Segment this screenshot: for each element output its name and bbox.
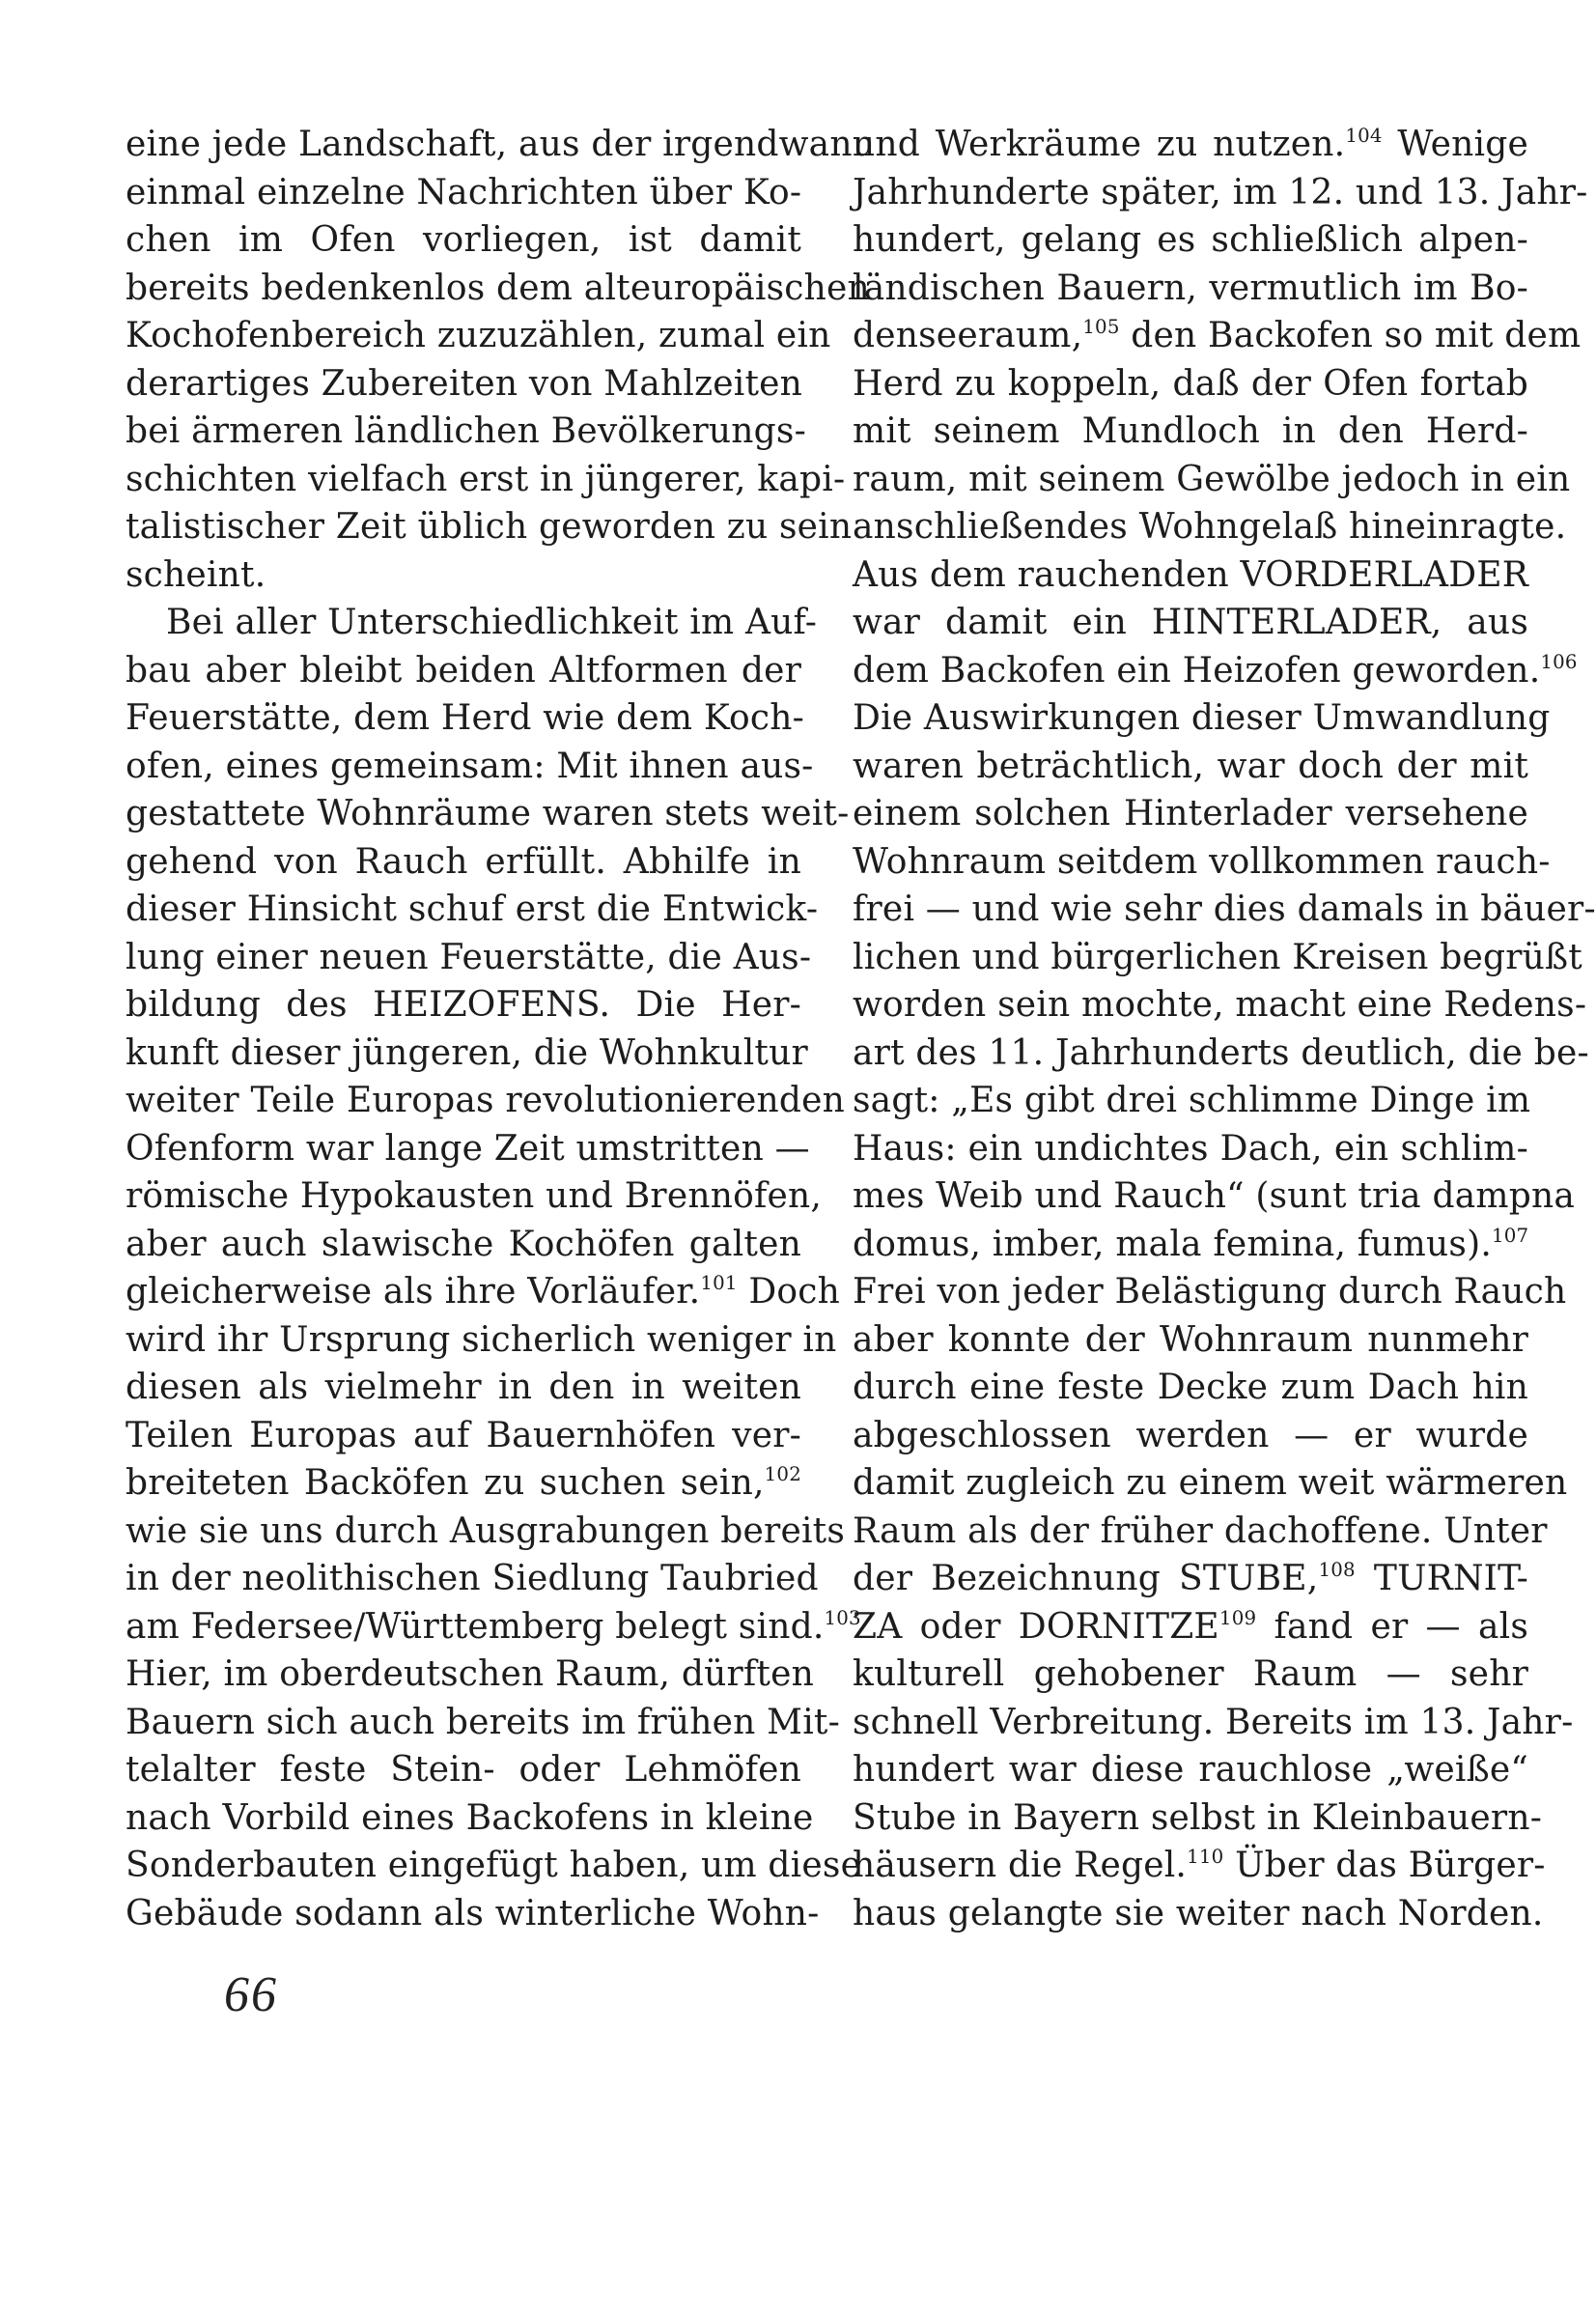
text-line: Hier, im oberdeutschen Raum, dürften [126, 1654, 814, 1694]
text-line: aber auch slawische Kochöfen galten [126, 1224, 801, 1264]
paragraph-start-line: Bei aller Unterschiedlichkeit im Auf- [166, 603, 818, 642]
text-line: war damit ein HINTERLADER, aus [853, 603, 1528, 642]
footnote-ref-101: 101 [700, 1272, 738, 1295]
text-line: derartiges Zubereiten von Mahlzeiten [126, 363, 803, 404]
text-line: aber konnte der Wohnraum nunmehr [853, 1319, 1528, 1360]
text-line [126, 1459, 801, 1508]
text-line [853, 1221, 1528, 1269]
text-line: Die Auswirkungen dieser Umwandlung [853, 698, 1551, 738]
text-line: Wohnraum seitdem vollkommen rauch- [853, 841, 1551, 882]
footnote-ref-102: 102 [764, 1463, 801, 1486]
text-line: Aus dem rauchenden VORDERLADER [853, 554, 1529, 595]
text-line: kulturell gehobener Raum — sehr [853, 1654, 1528, 1694]
text-segment: Über das Bürger- [1223, 1846, 1546, 1885]
footnote-ref-110: 110 [1187, 1846, 1224, 1869]
text-line: talistischer Zeit üblich geworden zu sein [126, 507, 853, 547]
text-line: ländischen Bauern, vermutlich im Bo- [853, 268, 1528, 308]
page-number: 66 [224, 1967, 278, 2022]
text-line: hundert war diese rauchlose „weiße“ [853, 1750, 1528, 1790]
text-line: telalter feste Stein- oder Lehmöfen [126, 1750, 801, 1790]
footnote-ref-108: 108 [1318, 1559, 1356, 1582]
text-line [853, 1603, 1528, 1651]
text-segment: am Federsee/Württemberg belegt sind. [126, 1606, 825, 1647]
text-line: chen im Ofen vorliegen, ist damit [126, 220, 801, 260]
text-line: art des 11. Jahrhunderts deutlich, die be- [853, 1032, 1589, 1073]
text-line: Herd zu koppeln, daß der Ofen fortab [853, 363, 1528, 404]
text-line: Jahrhunderte später, im 12. und 13. Jahr- [853, 172, 1588, 212]
text-segment: den Backofen so mit dem [1119, 316, 1582, 355]
text-line: frei — und wie sehr dies damals in bäuer- [853, 889, 1596, 929]
text-line: Haus: ein undichtes Dach, ein schlim- [853, 1128, 1528, 1169]
text-line: Sonderbauten eingefügt haben, um diese [126, 1846, 862, 1885]
text-line: bildung des HEIZOFENS. Die Her- [126, 985, 801, 1025]
text-segment: häusern die Regel. [853, 1846, 1188, 1885]
text-line: schnell Verbreitung. Bereits im 13. Jahr- [853, 1702, 1574, 1742]
text-line: damit zugleich zu einem weit wärmeren [853, 1463, 1568, 1503]
text-line: waren beträchtlich, war doch der mit [853, 746, 1528, 786]
text-segment: domus, imber, mala femina, fumus). [853, 1224, 1492, 1264]
text-segment: TURNIT- [1355, 1559, 1529, 1598]
text-line: sagt: „Es gibt drei schlimme Dinge im [853, 1081, 1531, 1120]
footnote-ref-104: 104 [1345, 125, 1383, 148]
text-line [853, 312, 1582, 360]
text-line: dieser Hinsicht schuf erst die Entwick- [126, 889, 819, 929]
text-segment: gleicherweise als ihre Vorläufer. [126, 1272, 701, 1312]
text-line: in der neolithischen Siedlung Taubried [126, 1559, 819, 1598]
right-text-column [853, 121, 1596, 1937]
text-line: Bauern sich auch bereits im frühen Mit- [126, 1702, 840, 1742]
text-line: nach Vorbild eines Backofens in kleine [126, 1797, 814, 1838]
text-line: wie sie uns durch Ausgrabungen bereits [126, 1510, 846, 1551]
footnote-ref-106: 106 [1540, 650, 1578, 673]
text-line: anschließendes Wohngelaß hineinragte. [853, 507, 1567, 547]
text-line: lung einer neuen Feuerstätte, die Aus- [126, 937, 812, 977]
text-line [853, 647, 1578, 695]
text-segment: breiteten Backöfen zu suchen sein, [126, 1463, 765, 1503]
footnote-ref-109: 109 [1218, 1606, 1257, 1629]
text-line [853, 1555, 1528, 1603]
left-text-column [126, 121, 876, 1937]
text-segment: dem Backofen ein Heizofen geworden. [853, 650, 1541, 691]
text-line: diesen als vielmehr in den in weiten [126, 1368, 801, 1407]
text-segment: fand er — als [1256, 1606, 1528, 1647]
text-segment: Doch [737, 1272, 840, 1312]
text-line: Feuerstätte, dem Herd wie dem Koch- [126, 698, 804, 738]
text-line: gehend von Rauch erfüllt. Abhilfe in [126, 841, 801, 882]
text-line: römische Hypokausten und Brennöfen, [126, 1176, 823, 1216]
text-line: lichen und bürgerlichen Kreisen begrüßt [853, 937, 1582, 977]
text-line: abgeschlossen werden — er wurde [853, 1415, 1528, 1455]
text-line: kunft dieser jüngeren, die Wohnkultur [126, 1032, 808, 1073]
text-line: durch eine feste Decke zum Dach hin [853, 1368, 1528, 1407]
text-line: mit seinem Mundloch in den Herd- [853, 411, 1528, 451]
text-line: worden sein mochte, macht eine Redens- [853, 985, 1587, 1025]
text-line: Frei von jeder Belästigung durch Rauch [853, 1272, 1567, 1312]
text-line [853, 1842, 1546, 1890]
footnote-ref-105: 105 [1082, 316, 1120, 339]
text-line: hundert, gelang es schließlich alpen- [853, 220, 1528, 260]
text-line: einmal einzelne Nachrichten über Ko- [126, 172, 802, 212]
text-line: bau aber bleibt beiden Altformen der [126, 650, 801, 691]
text-line [126, 1603, 861, 1651]
text-segment: Wenige [1382, 125, 1528, 164]
text-segment: der Bezeichnung STUBE, [853, 1559, 1319, 1598]
text-line: Teilen Europas auf Bauernhöfen ver- [126, 1415, 801, 1455]
text-line: mes Weib und Rauch“ (sunt tria dampna [853, 1176, 1576, 1216]
text-line: Kochofenbereich zuzuzählen, zumal ein [126, 316, 831, 355]
footnote-ref-107: 107 [1491, 1224, 1529, 1247]
text-line: einem solchen Hinterlader versehene [853, 794, 1528, 833]
text-line: Raum als der früher dachoffene. Unter [853, 1510, 1548, 1551]
text-line [853, 121, 1528, 169]
text-line: wird ihr Ursprung sicherlich weniger in [126, 1319, 837, 1360]
footnote-ref-103: 103 [824, 1606, 861, 1629]
text-line: bei ärmeren ländlichen Bevölkerungs- [126, 411, 806, 451]
text-segment: ZA oder DORNITZE [853, 1606, 1219, 1647]
text-line: haus gelangte sie weiter nach Norden. [853, 1893, 1544, 1933]
text-line: raum, mit seinem Gewölbe jedoch in ein [853, 459, 1571, 499]
text-line: eine jede Landschaft, aus der irgendwann [126, 125, 876, 164]
text-line: bereits bedenkenlos dem alteuropäischen [126, 268, 870, 308]
text-line: Stube in Bayern selbst in Kleinbauern- [853, 1797, 1543, 1838]
text-line: Ofenform war lange Zeit umstritten — [126, 1128, 810, 1169]
text-segment: und Werkräume zu nutzen. [853, 125, 1346, 164]
text-line [126, 1268, 840, 1316]
text-line: Gebäude sodann als winterliche Wohn- [126, 1893, 820, 1933]
text-line: weiter Teile Europas revolutionierenden [126, 1081, 846, 1120]
text-line: ofen, eines gemeinsam: Mit ihnen aus- [126, 746, 814, 786]
text-segment: denseeraum, [853, 316, 1083, 355]
text-line: gestattete Wohnräume waren stets weit- [126, 794, 850, 833]
text-line: scheint. [126, 554, 266, 595]
text-line: schichten vielfach erst in jüngerer, kapi- [126, 459, 846, 499]
